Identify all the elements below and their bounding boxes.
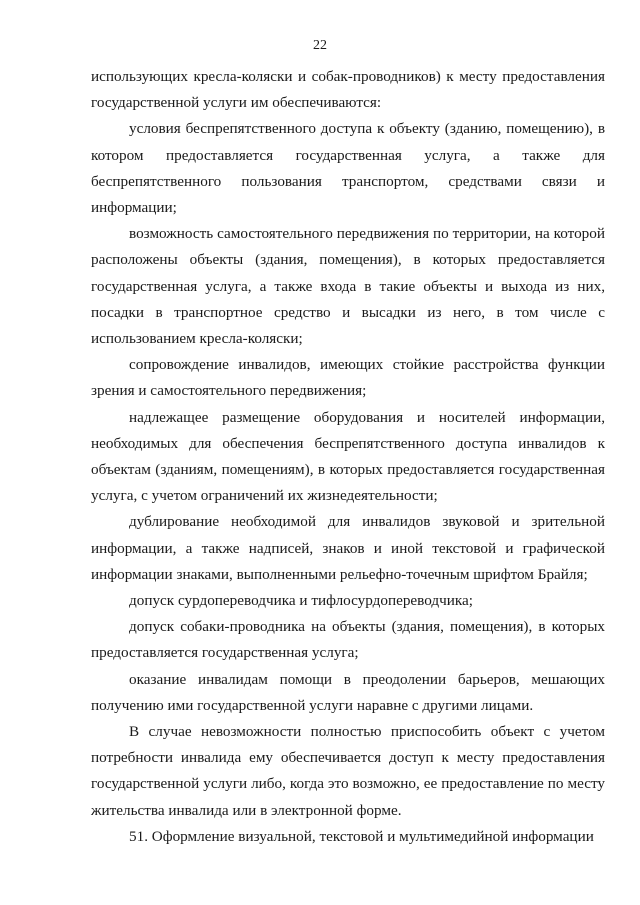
- page-number: 22: [313, 38, 327, 53]
- paragraph-continuation: использующих кресла-коляски и собак-проводников) к месту предоставления государственной услуги им обеспечиваются:: [91, 68, 605, 112]
- paragraph-assistance: оказание инвалидам помощи в преодолении барьеров, мешающих получению ими государственной услуги наравне с другими лицами.: [91, 670, 605, 714]
- paragraph-guide-dog: допуск собаки-проводника на объекты (здания, помещения), в которых предоставляется государственная услуга;: [91, 618, 605, 662]
- paragraph-sign-interpreter: допуск сурдопереводчика и тифлосурдопереводчика;: [129, 592, 473, 610]
- document-body: [91, 64, 605, 850]
- paragraph-impossibility-case: В случае невозможности полностью приспособить объект с учетом потребности инвалида ему обеспечивается доступ к месту предоставления государственной услуги либо, когда это возможно, ее предоставление по месту жительства инвалида или в электронной форме.: [91, 723, 605, 819]
- paragraph-barrier-free-access: условия беспрепятственного доступа к объекту (зданию, помещению), в котором предоставляется государственная услуга, а также для беспрепятственного пользования транспортом, средствами связи и информации;: [91, 120, 605, 217]
- paragraph-escort: сопровождение инвалидов, имеющих стойкие расстройства функции зрения и самостоятельного передвижения;: [91, 356, 605, 400]
- paragraph-clause-51: 51. Оформление визуальной, текстовой и мультимедийной информации: [129, 827, 594, 845]
- paragraph-equipment-placement: надлежащее размещение оборудования и носителей информации, необходимых для обеспечения беспрепятственного доступа инвалидов к объектам (зданиям, помещениям), в которых предоставляется государственная услуга, с учетом ограничений их жизнедеятельности;: [91, 408, 605, 505]
- paragraph-braille-duplication: дублирование необходимой для инвалидов звуковой и зрительной информации, а также надписей, знаков и иной текстовой и графической информации знаками, выполненными рельефно-точечным шрифтом Брайля;: [91, 513, 605, 583]
- paragraph-independent-movement: возможность самостоятельного передвижения по территории, на которой расположены объекты (здания, помещения), в которых предоставляется государственная услуга, а также входа в такие объекты и выхода из них, посадки в транспортное средство и высадки из него, в том числе с использованием кресла-коляски;: [91, 225, 605, 348]
